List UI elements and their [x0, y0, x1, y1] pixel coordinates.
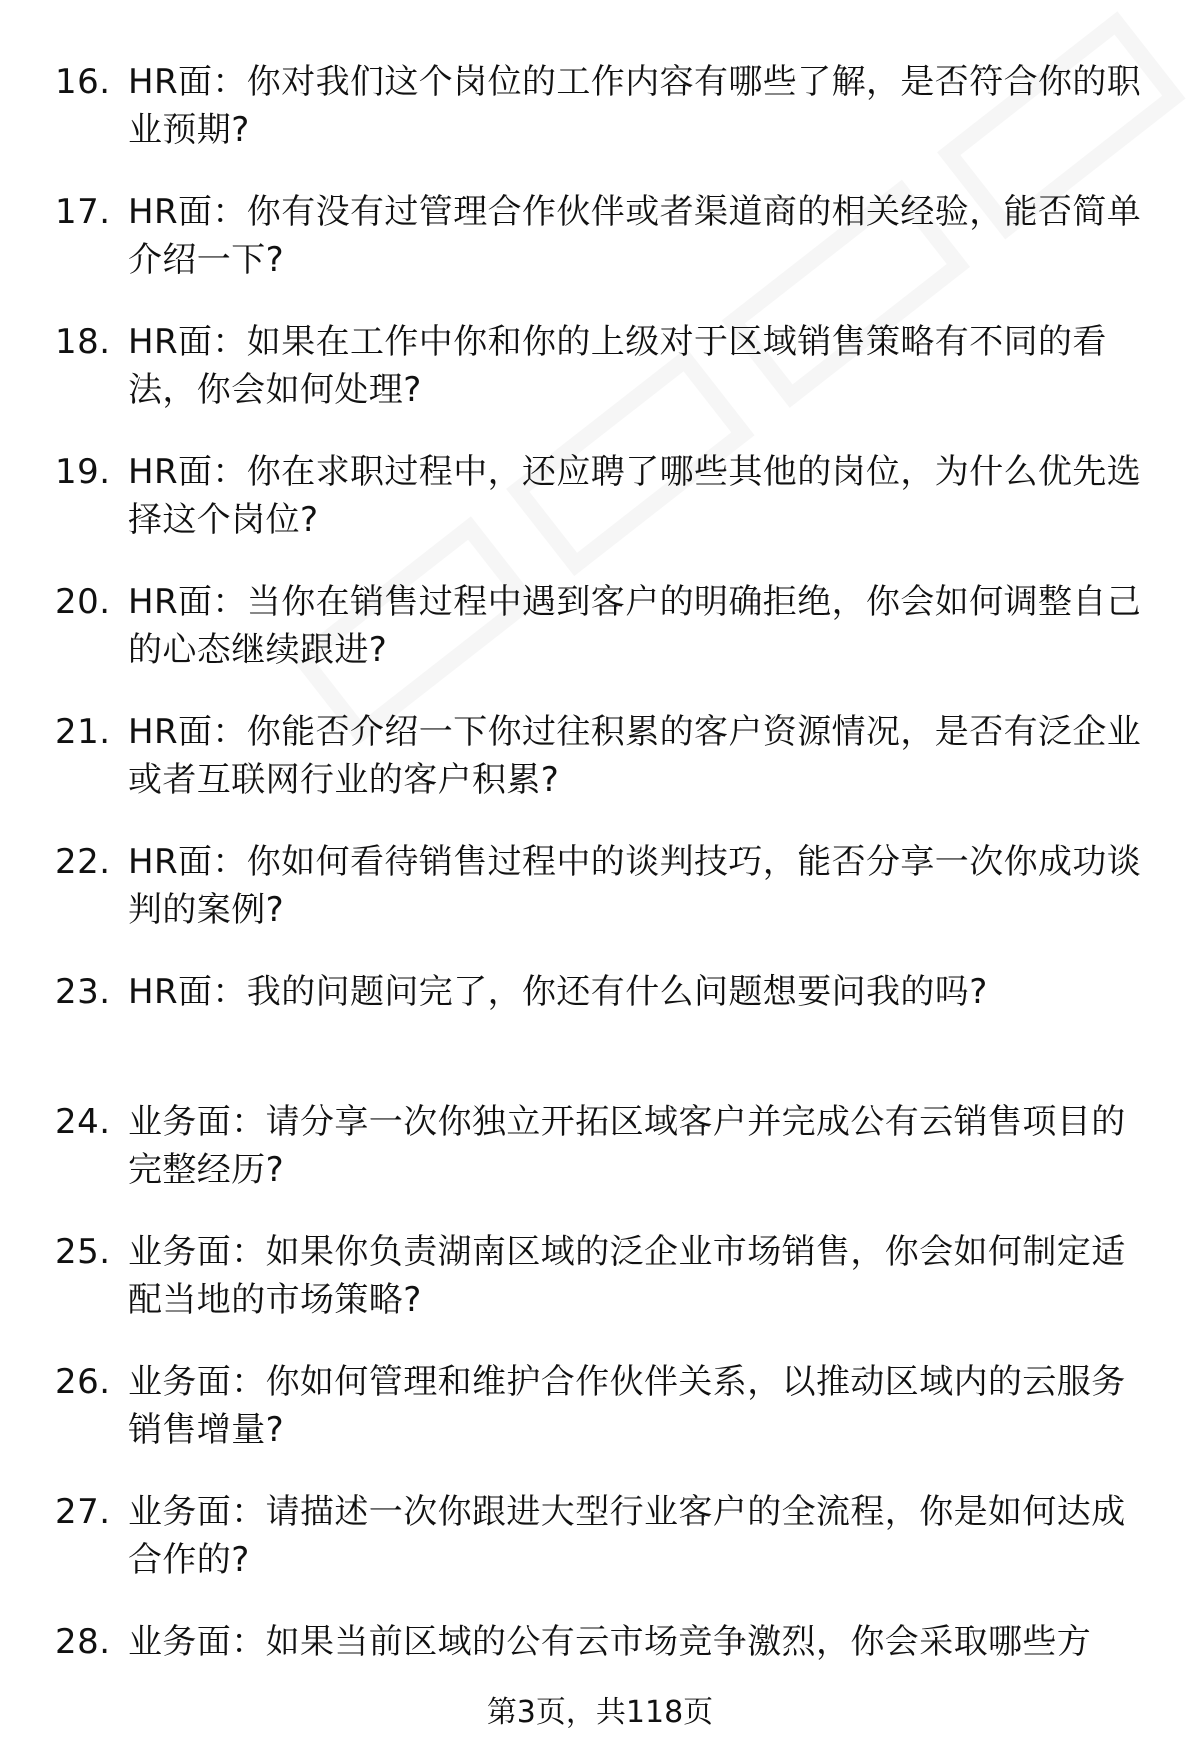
question-item	[0, 578, 1200, 708]
question-number: 25.	[55, 1232, 111, 1272]
question-item	[0, 1488, 1200, 1618]
question-number: 17.	[55, 192, 111, 232]
question-item	[0, 1228, 1200, 1358]
question-text: HR面：你有没有过管理合作伙伴或者渠道商的相关经验，能否简单介绍一下?	[128, 192, 1142, 280]
question-number: 27.	[55, 1492, 111, 1532]
question-list	[0, 58, 1200, 1748]
question-number: 28.	[55, 1622, 111, 1662]
question-text: 业务面：你如何管理和维护合作伙伴关系，以推动区域内的云服务销售增量?	[128, 1362, 1126, 1450]
question-number: 26.	[55, 1362, 111, 1402]
question-item	[0, 708, 1200, 838]
page-number-label: 第3页，共118页	[486, 1695, 714, 1730]
question-item	[0, 1098, 1200, 1228]
question-number: 22.	[55, 842, 111, 882]
question-item	[0, 188, 1200, 318]
question-text: HR面：当你在销售过程中遇到客户的明确拒绝，你会如何调整自己的心态继续跟进?	[128, 582, 1142, 670]
question-item	[0, 58, 1200, 188]
question-text: HR面：你在求职过程中，还应聘了哪些其他的岗位，为什么优先选择这个岗位?	[128, 452, 1142, 540]
question-text: HR面：你对我们这个岗位的工作内容有哪些了解，是否符合你的职业预期?	[128, 62, 1142, 150]
question-text: HR面：你能否介绍一下你过往积累的客户资源情况，是否有泛企业或者互联网行业的客户积累?	[128, 712, 1142, 800]
question-number: 18.	[55, 322, 111, 362]
question-item	[0, 318, 1200, 448]
question-number: 19.	[55, 452, 111, 492]
question-item	[0, 968, 1200, 1098]
question-item	[0, 448, 1200, 578]
question-number: 16.	[55, 62, 111, 102]
question-text: 业务面：请描述一次你跟进大型行业客户的全流程，你是如何达成合作的?	[128, 1492, 1126, 1580]
question-number: 23.	[55, 972, 111, 1012]
question-text: HR面：你如何看待销售过程中的谈判技巧，能否分享一次你成功谈判的案例?	[128, 842, 1142, 930]
question-item	[0, 838, 1200, 968]
question-number: 21.	[55, 712, 111, 752]
page-footer	[0, 1693, 1200, 1733]
question-text: 业务面：如果当前区域的公有云市场竞争激烈，你会采取哪些方	[128, 1622, 1092, 1662]
question-text: HR面：如果在工作中你和你的上级对于区域销售策略有不同的看法，你会如何处理?	[128, 322, 1107, 410]
question-item	[0, 1358, 1200, 1488]
question-number: 20.	[55, 582, 111, 622]
question-text: 业务面：请分享一次你独立开拓区域客户并完成公有云销售项目的完整经历?	[128, 1102, 1126, 1190]
question-text: HR面：我的问题问完了，你还有什么问题想要问我的吗?	[128, 972, 988, 1012]
question-text: 业务面：如果你负责湖南区域的泛企业市场销售，你会如何制定适配当地的市场策略?	[128, 1232, 1126, 1320]
question-number: 24.	[55, 1102, 111, 1142]
